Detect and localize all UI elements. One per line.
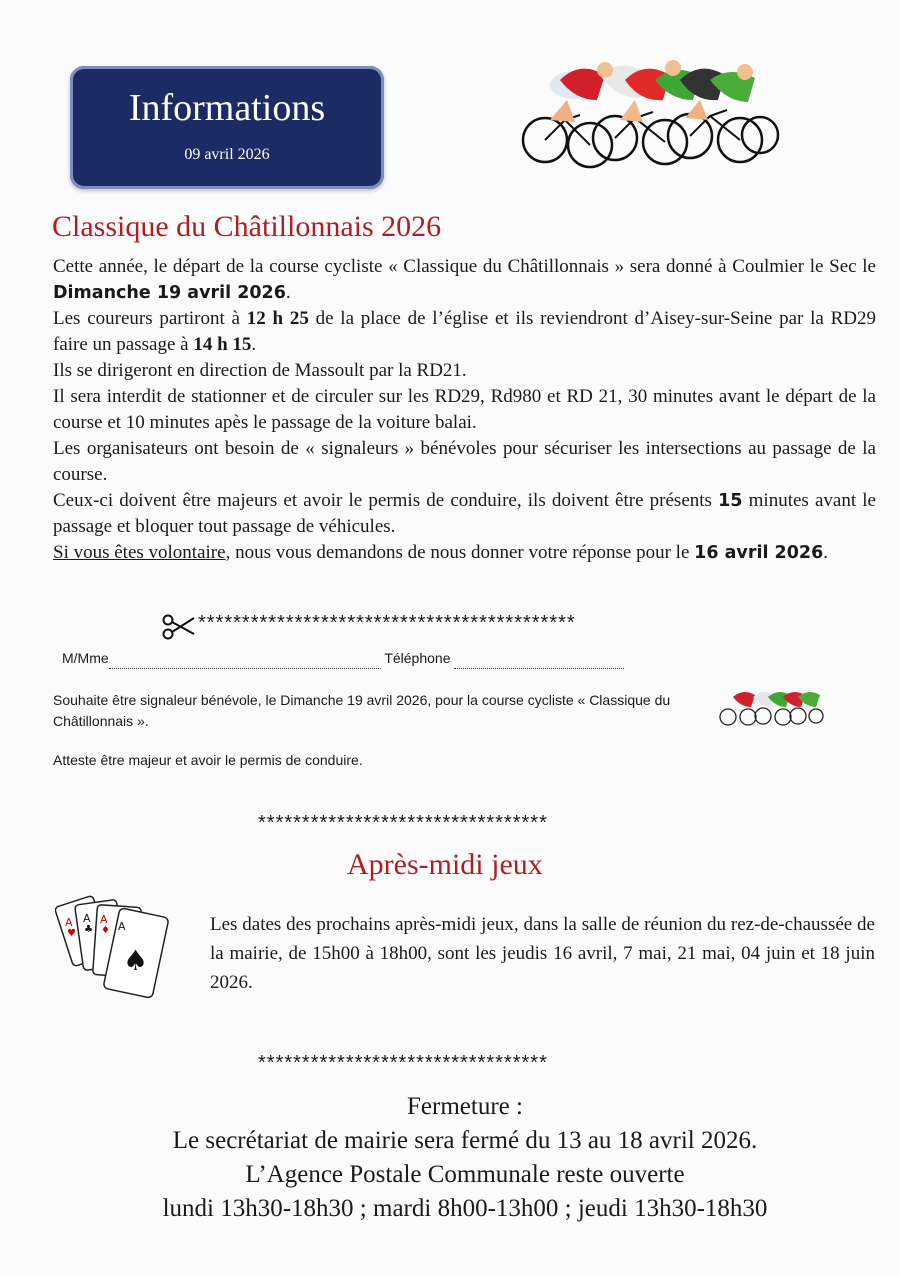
jeux-text: Les dates des prochains après-midi jeux, dans la salle de réunion du rez-de-chaussée de la mairie, de 15h00 à 18h00, sont les jeudis 16 avril, 7 mai, 21 mai, 04 juin et 18 juin 2026. (210, 914, 875, 993)
svg-text:A: A (83, 912, 91, 925)
svg-text:A: A (100, 913, 108, 926)
svg-text:♥: ♥ (67, 928, 76, 939)
classique-paragraph: Ils se dirigeront en direction de Massoult par la RD21. (53, 360, 467, 381)
svg-text:♠: ♠ (123, 944, 149, 977)
header-box (70, 66, 384, 189)
phone-field[interactable] (454, 654, 624, 669)
jeux-title: Après-midi jeux (347, 848, 543, 881)
header-date: 09 avril 2026 (184, 146, 270, 163)
minutes-bold: 15 (718, 491, 743, 511)
classique-paragraph (53, 488, 876, 540)
start-time: 12 h 25 (246, 308, 309, 329)
header-title: Informations (128, 87, 326, 129)
classique-paragraph (53, 306, 876, 358)
souhaite-text: Souhaite être signaleur bénévole, le Dimanche 19 avril 2026, pour la course cycliste « Classique du Châtillonnais ». (53, 692, 671, 729)
fermeture-line: Le secrétariat de mairie sera fermé du 13 au 18 avril 2026. (172, 1127, 758, 1154)
text: , nous vous demandons de nous donner votre réponse pour le (225, 542, 695, 563)
classique-paragraph (53, 540, 876, 566)
classique-paragraph: Il sera interdit de stationner et de circuler sur les RD29, Rd980 et RD 21, 30 minutes avant le départ de la course et 10 minutes apès le passage de la voiture balai. (53, 386, 876, 433)
svg-text:A: A (65, 916, 73, 929)
text: . (251, 334, 257, 355)
text: minutes avant le passage et bloquer tout passage de véhicules. (53, 490, 876, 537)
text: Les coureurs partiront à (53, 308, 247, 329)
race-date: Dimanche 19 avril 2026 (53, 283, 286, 303)
classique-paragraph: Les organisateurs ont besoin de « signaleurs » bénévoles pour sécuriser les intersections au passage de la course. (53, 438, 876, 485)
cut-line (160, 612, 576, 635)
fermeture-line: lundi 13h30-18h30 ; mardi 8h00-13h00 ; jeudi 13h30-18h30 (162, 1195, 768, 1222)
text: de la place de l’église et ils reviendront d’Aisey-sur-Seine par la RD29 faire un passage à (53, 308, 876, 355)
name-field[interactable] (109, 654, 381, 669)
playing-cards-icon (55, 888, 170, 1008)
volunteer-underlined: Si vous êtes volontaire (53, 542, 226, 563)
cyclists-small-illustration (713, 683, 828, 728)
classique-body (53, 254, 876, 566)
svg-text:A: A (118, 920, 126, 933)
passage-time: 14 h 15 (193, 334, 252, 355)
phone-label: Téléphone (384, 650, 451, 666)
separator-stars: ********************************* (258, 812, 548, 834)
text: . (823, 542, 828, 563)
svg-text:♦: ♦ (101, 925, 110, 936)
svg-text:♣: ♣ (84, 924, 93, 935)
text: Cette année, le départ de la course cycliste « Classique du Châtillonnais » sera donné à Coulmier le Sec le (53, 256, 876, 277)
fermeture-section (60, 1090, 870, 1226)
text: Ceux-ci doivent être majeurs et avoir le permis de conduire, ils doivent être présents (53, 490, 719, 511)
classique-paragraph (53, 254, 876, 306)
separator-stars: ********************************* (258, 1052, 548, 1074)
classique-title: Classique du Châtillonnais 2026 (52, 210, 442, 243)
cyclists-illustration (505, 40, 790, 175)
reply-date: 16 avril 2026 (694, 543, 824, 563)
atteste-text: Atteste être majeur et avoir le permis de conduire. (53, 752, 363, 768)
name-label: M/Mme (62, 650, 109, 666)
cut-stars: ******************************************* (198, 612, 576, 634)
form-line (62, 648, 642, 669)
text: . (285, 282, 291, 303)
fermeture-title: Fermeture : (407, 1093, 523, 1120)
fermeture-line: L’Agence Postale Communale reste ouverte (245, 1161, 685, 1188)
